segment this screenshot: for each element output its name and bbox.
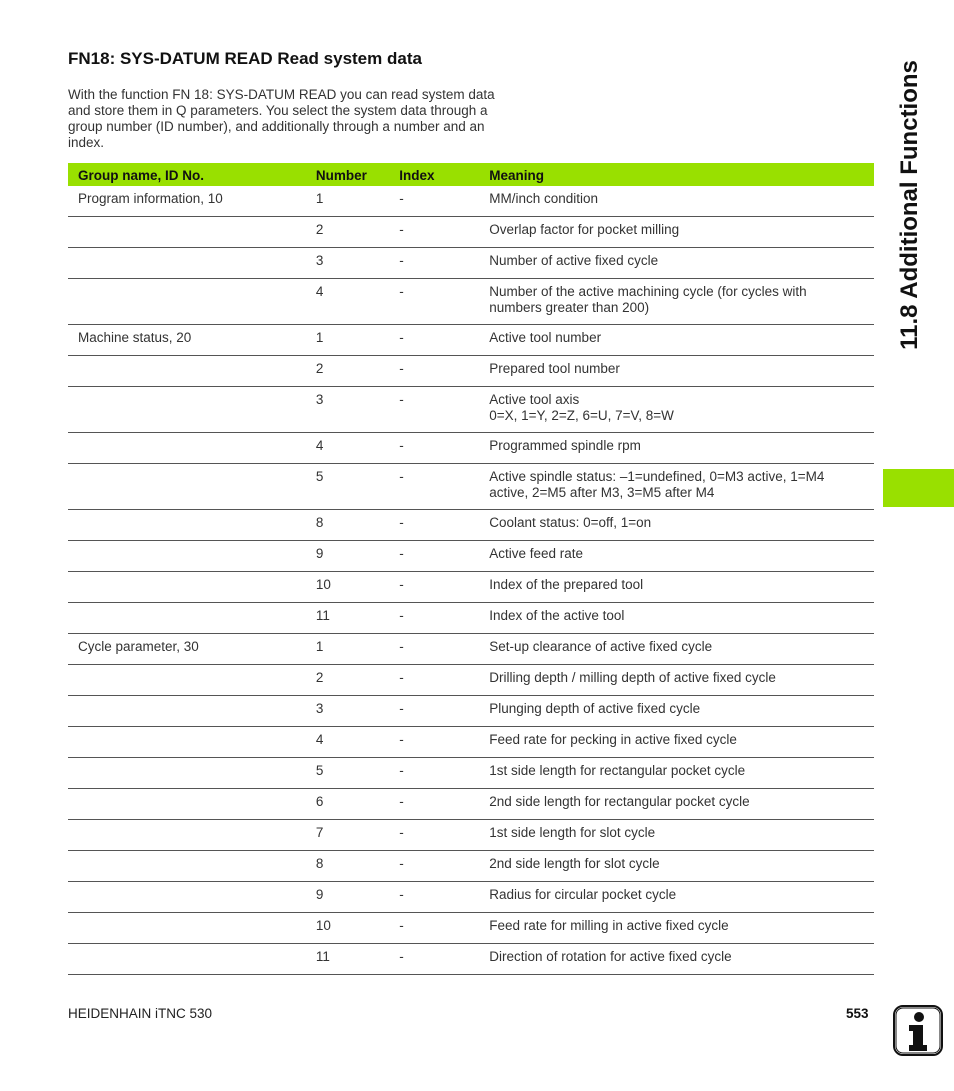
- cell-number: 7: [316, 820, 399, 851]
- cell-group: Machine status, 20: [68, 325, 316, 356]
- table-row: [68, 603, 874, 634]
- cell-index: -: [399, 944, 489, 975]
- cell-group: [68, 789, 316, 820]
- cell-number: 2: [316, 217, 399, 248]
- cell-index: -: [399, 510, 489, 541]
- intro-paragraph: With the function FN 18: SYS-DATUM READ you can read system data and store them in Q parameters. You select the system data through a group number (ID number), and additionally through a number and an index.: [68, 87, 495, 150]
- cell-index: -: [399, 603, 489, 634]
- cell-group: [68, 387, 316, 433]
- cell-index: -: [399, 464, 489, 510]
- cell-meaning: Active tool axis 0=X, 1=Y, 2=Z, 6=U, 7=V, 8=W: [489, 387, 874, 433]
- cell-group: [68, 944, 316, 975]
- cell-index: -: [399, 248, 489, 279]
- col-header-group: Group name, ID No.: [68, 163, 316, 186]
- table-row: [68, 186, 874, 217]
- table-row: [68, 634, 874, 665]
- cell-meaning: 2nd side length for slot cycle: [489, 851, 874, 882]
- cell-index: -: [399, 696, 489, 727]
- table-row: [68, 387, 874, 433]
- cell-index: -: [399, 186, 489, 217]
- cell-group: [68, 356, 316, 387]
- cell-index: -: [399, 789, 489, 820]
- cell-number: 9: [316, 882, 399, 913]
- cell-index: -: [399, 279, 489, 325]
- cell-group: [68, 696, 316, 727]
- cell-group: Cycle parameter, 30: [68, 634, 316, 665]
- chapter-side-title: [850, 50, 954, 360]
- cell-group: [68, 541, 316, 572]
- cell-index: -: [399, 727, 489, 758]
- cell-number: 3: [316, 248, 399, 279]
- cell-meaning: Feed rate for pecking in active fixed cycle: [489, 727, 874, 758]
- cell-number: 2: [316, 356, 399, 387]
- table-row: [68, 665, 874, 696]
- table-row: [68, 727, 874, 758]
- table-row: [68, 758, 874, 789]
- cell-index: -: [399, 387, 489, 433]
- cell-meaning: Drilling depth / milling depth of active fixed cycle: [489, 665, 874, 696]
- cell-number: 4: [316, 727, 399, 758]
- cell-meaning: Active tool number: [489, 325, 874, 356]
- cell-number: 3: [316, 387, 399, 433]
- cell-meaning: 2nd side length for rectangular pocket cycle: [489, 789, 874, 820]
- cell-group: Program information, 10: [68, 186, 316, 217]
- cell-index: -: [399, 356, 489, 387]
- cell-meaning: Programmed spindle rpm: [489, 433, 874, 464]
- cell-meaning: Radius for circular pocket cycle: [489, 882, 874, 913]
- cell-meaning: Index of the active tool: [489, 603, 874, 634]
- cell-meaning: Number of active fixed cycle: [489, 248, 874, 279]
- cell-group: [68, 851, 316, 882]
- cell-group: [68, 464, 316, 510]
- cell-number: 4: [316, 433, 399, 464]
- cell-number: 4: [316, 279, 399, 325]
- table-row: [68, 248, 874, 279]
- cell-index: -: [399, 851, 489, 882]
- cell-number: 11: [316, 603, 399, 634]
- cell-number: 5: [316, 758, 399, 789]
- cell-meaning: MM/inch condition: [489, 186, 874, 217]
- cell-number: 1: [316, 325, 399, 356]
- table-row: [68, 433, 874, 464]
- table-body: [68, 186, 874, 975]
- col-header-index: Index: [399, 163, 489, 186]
- cell-meaning: Plunging depth of active fixed cycle: [489, 696, 874, 727]
- cell-meaning: Index of the prepared tool: [489, 572, 874, 603]
- cell-meaning: Prepared tool number: [489, 356, 874, 387]
- cell-group: [68, 603, 316, 634]
- cell-index: -: [399, 217, 489, 248]
- cell-index: -: [399, 758, 489, 789]
- page-number: 553: [846, 1006, 869, 1021]
- cell-index: -: [399, 882, 489, 913]
- cell-number: 11: [316, 944, 399, 975]
- table-row: [68, 356, 874, 387]
- cell-meaning: Coolant status: 0=off, 1=on: [489, 510, 874, 541]
- table-row: [68, 696, 874, 727]
- cell-meaning: Set-up clearance of active fixed cycle: [489, 634, 874, 665]
- table-row: [68, 944, 874, 975]
- cell-number: 3: [316, 696, 399, 727]
- section-heading: FN18: SYS-DATUM READ Read system data: [68, 49, 422, 68]
- cell-number: 1: [316, 634, 399, 665]
- cell-meaning: Direction of rotation for active fixed cycle: [489, 944, 874, 975]
- table-row: [68, 913, 874, 944]
- table-row: [68, 789, 874, 820]
- chapter-tab-marker: [883, 469, 954, 507]
- table-row: [68, 217, 874, 248]
- cell-meaning: Feed rate for milling in active fixed cycle: [489, 913, 874, 944]
- cell-number: 8: [316, 510, 399, 541]
- footer-product: HEIDENHAIN iTNC 530: [68, 1006, 213, 1021]
- cell-group: [68, 820, 316, 851]
- cell-number: 6: [316, 789, 399, 820]
- table-row: [68, 464, 874, 510]
- cell-group: [68, 248, 316, 279]
- table-row: [68, 882, 874, 913]
- table-row: [68, 572, 874, 603]
- cell-index: -: [399, 913, 489, 944]
- cell-meaning: Active feed rate: [489, 541, 874, 572]
- cell-number: 2: [316, 665, 399, 696]
- table-header-row: [68, 163, 874, 186]
- cell-group: [68, 217, 316, 248]
- col-header-meaning: Meaning: [489, 163, 874, 186]
- cell-index: -: [399, 325, 489, 356]
- system-data-table: [68, 163, 874, 975]
- col-header-number: Number: [316, 163, 399, 186]
- cell-group: [68, 572, 316, 603]
- cell-meaning: Active spindle status: –1=undefined, 0=M3 active, 1=M4 active, 2=M5 after M3, 3=M5 after M4: [489, 464, 874, 510]
- cell-meaning: Number of the active machining cycle (for cycles with numbers greater than 200): [489, 279, 874, 325]
- cell-group: [68, 758, 316, 789]
- cell-meaning: 1st side length for rectangular pocket cycle: [489, 758, 874, 789]
- chapter-title-text: 11.8 Additional Functions: [896, 60, 923, 350]
- cell-number: 8: [316, 851, 399, 882]
- cell-index: -: [399, 634, 489, 665]
- table-row: [68, 279, 874, 325]
- cell-number: 9: [316, 541, 399, 572]
- cell-number: 1: [316, 186, 399, 217]
- cell-group: [68, 665, 316, 696]
- cell-index: -: [399, 820, 489, 851]
- table-row: [68, 851, 874, 882]
- cell-group: [68, 727, 316, 758]
- cell-index: -: [399, 541, 489, 572]
- cell-meaning: 1st side length for slot cycle: [489, 820, 874, 851]
- table-row: [68, 325, 874, 356]
- cell-meaning: Overlap factor for pocket milling: [489, 217, 874, 248]
- cell-group: [68, 510, 316, 541]
- info-icon: [893, 1005, 943, 1056]
- cell-index: -: [399, 433, 489, 464]
- cell-group: [68, 279, 316, 325]
- cell-number: 10: [316, 572, 399, 603]
- cell-number: 10: [316, 913, 399, 944]
- table-row: [68, 541, 874, 572]
- cell-group: [68, 913, 316, 944]
- cell-group: [68, 433, 316, 464]
- cell-index: -: [399, 665, 489, 696]
- cell-group: [68, 882, 316, 913]
- cell-number: 5: [316, 464, 399, 510]
- cell-index: -: [399, 572, 489, 603]
- table-row: [68, 820, 874, 851]
- table-row: [68, 510, 874, 541]
